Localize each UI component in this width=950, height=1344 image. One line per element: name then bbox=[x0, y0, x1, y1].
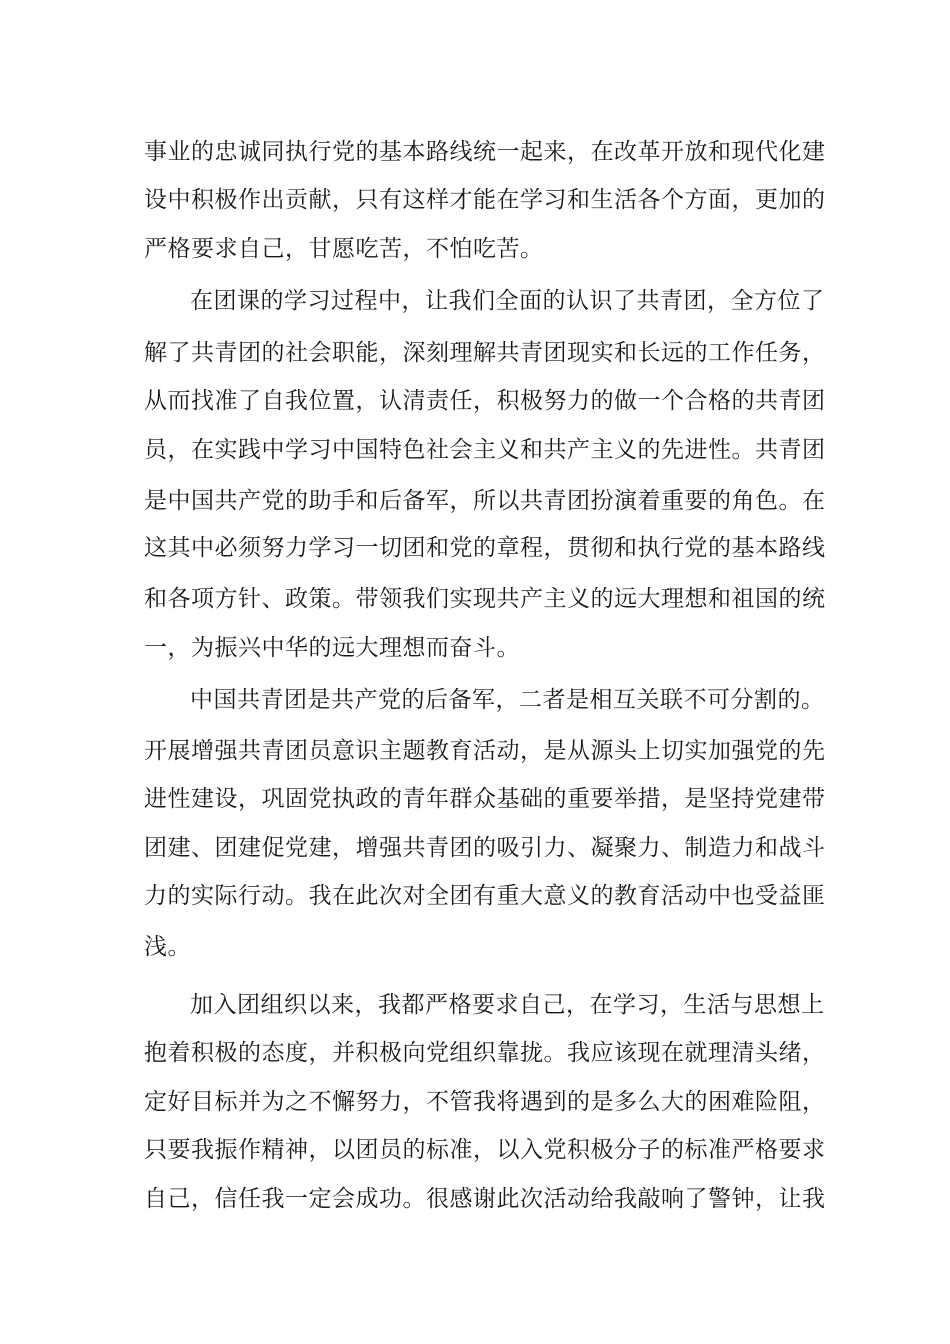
text-line: 是中国共产党的助手和后备军，所以共青团扮演着重要的角色。在 bbox=[144, 488, 826, 514]
text-line: 事业的忠诚同执行党的基本路线统一起来，在改革开放和现代化建 bbox=[144, 139, 826, 165]
text-line: 一，为振兴中华的远大理想而奋斗。 bbox=[144, 635, 520, 661]
text-line: 定好目标并为之不懈努力，不管我将遇到的是多么大的困难险阻， bbox=[144, 1089, 826, 1115]
text-line: 在团课的学习过程中，让我们全面的认识了共青团，全方位了 bbox=[190, 288, 825, 314]
text-line: 严格要求自己，甘愿吃苦，不怕吃苦。 bbox=[144, 236, 544, 262]
text-line: 开展增强共青团员意识主题教育活动，是从源头上切实加强党的先 bbox=[144, 738, 826, 764]
text-line: 浅。 bbox=[144, 934, 191, 960]
text-line: 力的实际行动。我在此次对全团有重大意义的教育活动中也受益匪 bbox=[144, 883, 826, 909]
text-line: 只要我振作精神，以团员的标准，以入党积极分子的标准严格要求 bbox=[144, 1137, 826, 1163]
text-line: 从而找准了自我位置，认清责任，积极努力的做一个合格的共青团 bbox=[144, 388, 826, 414]
text-line: 团建、团建促党建，增强共青团的吸引力、凝聚力、制造力和战斗 bbox=[144, 835, 826, 861]
text-line: 抱着积极的态度，并积极向党组织靠拢。我应该现在就理清头绪， bbox=[144, 1040, 826, 1066]
text-line: 进性建设，巩固党执政的青年群众基础的重要举措，是坚持党建带 bbox=[144, 786, 826, 812]
text-line: 和各项方针、政策。带领我们实现共产主义的远大理想和祖国的统 bbox=[144, 586, 826, 612]
text-line: 自己，信任我一定会成功。很感谢此次活动给我敲响了警钟，让我 bbox=[144, 1186, 826, 1212]
text-line: 解了共青团的社会职能，深刻理解共青团现实和长远的工作任务， bbox=[144, 340, 826, 366]
text-line: 加入团组织以来，我都严格要求自己，在学习，生活与思想上 bbox=[190, 992, 825, 1018]
text-line: 中国共青团是共产党的后备军，二者是相互关联不可分割的。 bbox=[190, 687, 825, 713]
text-line: 设中积极作出贡献，只有这样才能在学习和生活各个方面，更加的 bbox=[144, 187, 826, 213]
text-line: 这其中必须努力学习一切团和党的章程，贯彻和执行党的基本路线 bbox=[144, 535, 826, 561]
text-line: 员，在实践中学习中国特色社会主义和共产主义的先进性。共青团 bbox=[144, 437, 826, 463]
